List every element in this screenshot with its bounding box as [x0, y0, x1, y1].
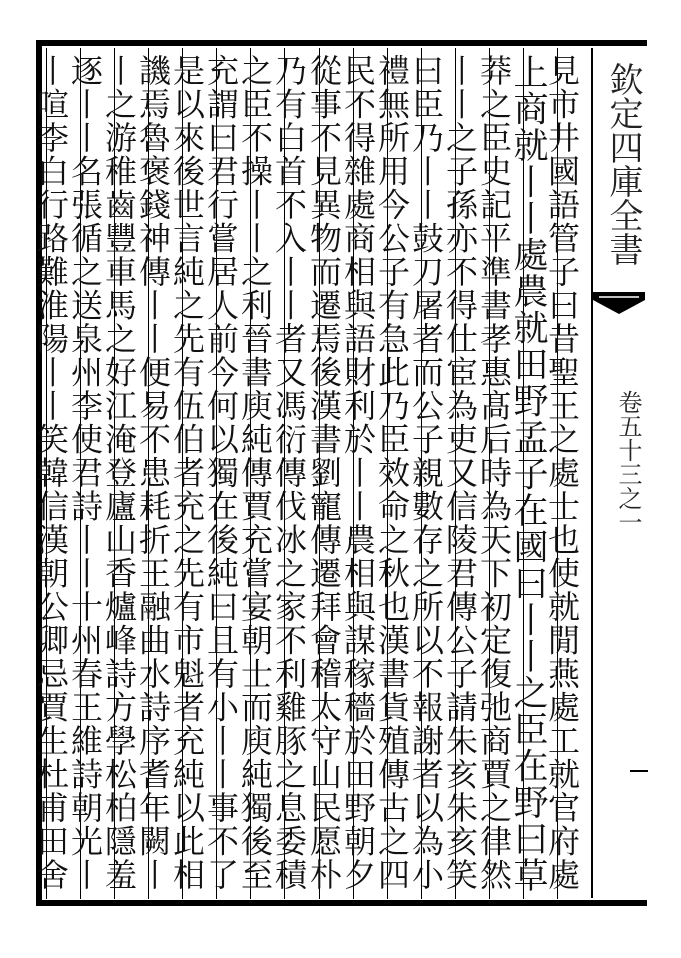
- book-title: 欽定四庫全書: [603, 62, 643, 266]
- fish-tail-mark-icon: [591, 288, 647, 318]
- text-column: 丨喧李白行路難淮陽丨丨笑韓信漢朝公卿忌賈生杜甫田舍: [32, 54, 70, 892]
- text-column: 丨之游稚齒豐車馬之好江淹登廬山香爐峰詩方學松柏隱羞: [100, 54, 138, 892]
- text-column: 曰臣乃丨丨鼓刀屠者而公子親數存之所以不報謝者以為小: [407, 54, 445, 892]
- volume-label: 卷五十三之一: [614, 390, 642, 534]
- text-column: 充謂曰君行嘗居人前今何以獨在後純曰且有小丨丨事不了: [202, 54, 240, 892]
- text-column: 莽之臣史記平準書孝惠髙后時為天下初定復弛商賈之律然: [475, 54, 513, 892]
- text-column: 乃有白首不入丨丨者又馮衍傳伐冰之家不利雞豚之息委積: [270, 54, 308, 892]
- text-column: 民不得雜處商相與語財利於丨丨農相與謀稼穡於田野朝夕: [339, 54, 377, 892]
- text-column: 見市井國語管子曰昔聖王之處士也使就閒燕處工就官府處: [543, 54, 581, 892]
- text-column: 從事不見異物而遷焉後漢書劉寵傳遷拜會稽太守山民愿朴: [305, 54, 343, 892]
- text-column: 譏焉魯褒錢神傳丨丨便易不患耗折王融曲水詩序耆年闕丨: [134, 54, 172, 892]
- text-column: 逐丨丨名張循之送泉州李使君詩丨丨十州春王維詩朝光丨: [66, 54, 104, 892]
- text-column: 是以來後世言純之先有伍伯者充之先有市魁者充純以此相: [168, 54, 206, 892]
- text-column: 上商就丨丨處農就田野孟子在國曰丨丨之臣在野曰草: [508, 54, 548, 894]
- text-column: 之臣不操丨丨之利晉書庾純傳賈充嘗宴朝士而庾純獨後至: [236, 54, 274, 892]
- margin-tick: [630, 770, 648, 772]
- text-column: 丨丨之子孫亦不得仕宦為吏又信陵君傳公子請朱亥朱亥笑: [441, 54, 479, 892]
- text-column: 禮無所用今公子有急此乃臣效命之秋也漢書貨殖傳古之四: [373, 54, 411, 892]
